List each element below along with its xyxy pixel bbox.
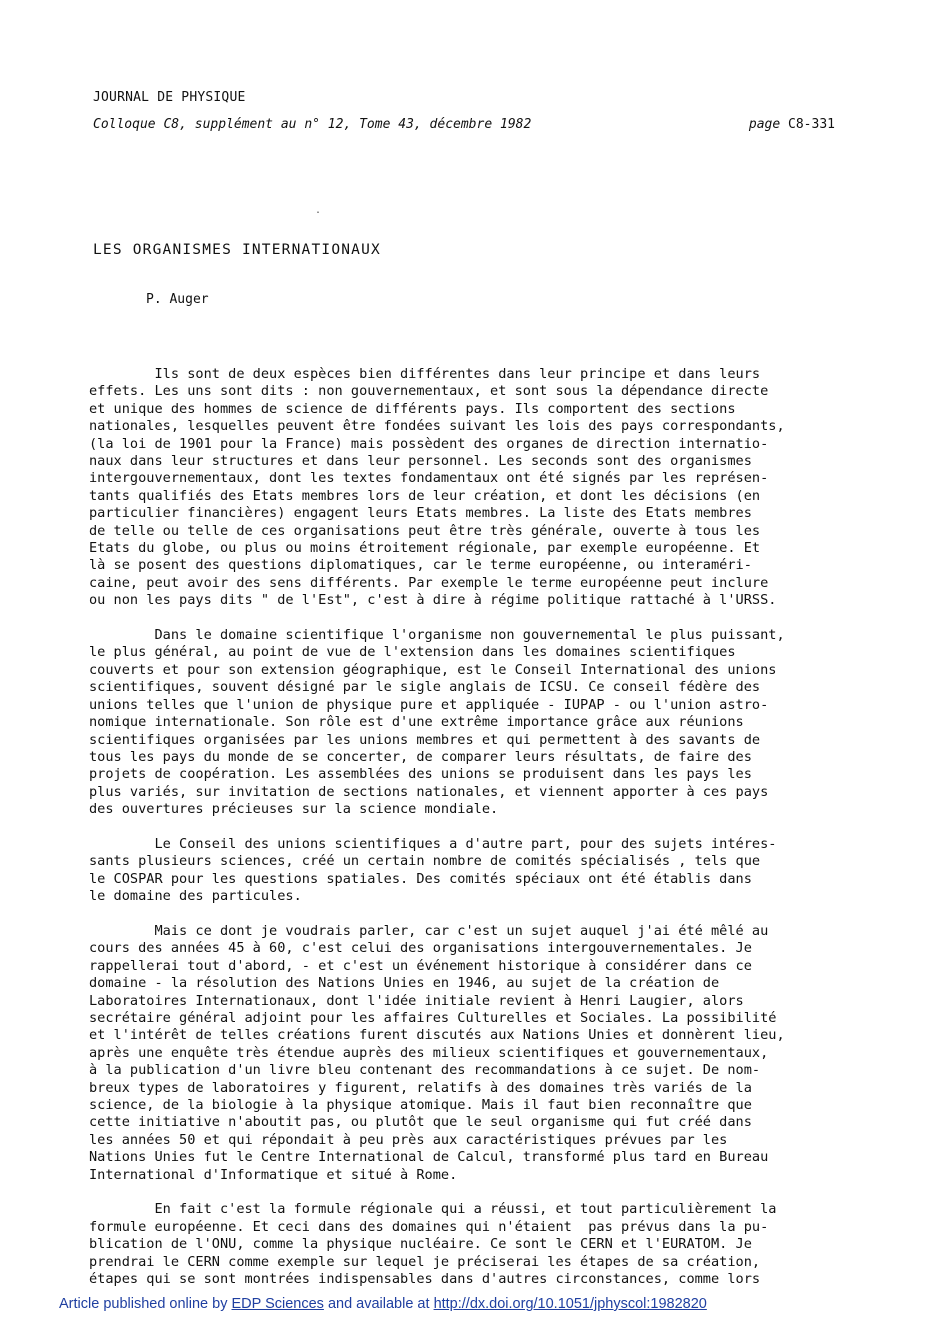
text-line: cette initiative n'aboutit pas, ou plutôt que le seul organisme qui fut créé dans: [89, 1114, 752, 1131]
text-line: Etats du globe, ou plus ou moins étroitement régionale, par exemple européenne. Et: [89, 540, 761, 557]
text-line: caine, peut avoir des sens différents. Par exemple le terme européenne peut inclure: [89, 574, 769, 591]
text-line: les années 50 et qui répondait à peu près aux caractéristiques prévues par les: [89, 1131, 728, 1148]
paragraph: [89, 366, 849, 610]
text-line: projets de coopération. Les assemblées des unions se produisent dans les pays les: [89, 766, 752, 783]
text-line: En fait c'est la formule régionale qui a réussi, et tout particulièrement la: [89, 1201, 777, 1218]
text-line: domaine - la résolution des Nations Unies en 1946, au sujet de la création de: [89, 975, 720, 992]
paragraph: [89, 836, 849, 906]
text-line: tants qualifiés des Etats membres lors de leur création, et dont les décisions (en: [89, 487, 761, 504]
text-line: intergouvernementaux, dont les textes fondamentaux ont été signés par les représen-: [89, 470, 769, 487]
paragraph: [89, 1201, 849, 1288]
text-line: formule européenne. Et ceci dans des domaines qui n'étaient pas prévus dans la pu-: [89, 1218, 769, 1235]
text-line: cours des années 45 à 60, c'est celui des organisations intergouvernementales. Je: [89, 940, 752, 957]
article-title: LES ORGANISMES INTERNATIONAUX: [93, 242, 381, 258]
text-line: secrétaire général adjoint pour les affaires Culturelles et Sociales. La possibilité: [89, 1009, 777, 1026]
publisher-link[interactable]: EDP Sciences: [231, 1296, 324, 1312]
text-line: Dans le domaine scientifique l'organisme non gouvernemental le plus puissant,: [89, 627, 785, 644]
text-line: et unique des hommes de science de différents pays. Ils comportent des sections: [89, 400, 736, 417]
text-line: nomique internationale. Son rôle est d'une extrême importance grâce aux réunions: [89, 714, 744, 731]
article-author: P. Auger: [146, 292, 209, 307]
text-line: sants plusieurs sciences, créé un certain nombre de comités spécialisés , tels que: [89, 853, 761, 870]
text-line: plus variés, sur invitation de sections nationales, et viennent apporter à ces pays: [89, 783, 769, 800]
journal-name: JOURNAL DE PHYSIQUE: [93, 90, 246, 105]
text-line: Nations Unies fut le Centre International de Calcul, transformé plus tard en Bureau: [89, 1149, 769, 1166]
colloque-reference: Colloque C8, supplément au n° 12, Tome 43, décembre 1982: [93, 117, 532, 132]
text-line: et l'intérêt de telles créations furent discutés aux Nations Unies et donnèrent lieu,: [89, 1027, 785, 1044]
text-line: breux types de laboratoires y figurent, relatifs à des domaines très variés de la: [89, 1079, 752, 1096]
page-prefix: page: [748, 117, 781, 132]
text-line: rappellerai tout d'abord, - et c'est un événement historique à considérer dans ce: [89, 957, 752, 974]
text-line: de telle ou telle de ces organisations peut être très générale, ouverte à tous les: [89, 522, 761, 539]
text-line: particulier financières) engagent leurs Etats membres. La liste des Etats membres: [89, 505, 752, 522]
text-line: tous les pays du monde de se concerter, de comparer leurs résultats, de faire des: [89, 748, 752, 765]
text-line: étapes qui se sont montrées indispensables dans d'autres circonstances, comme lors: [89, 1271, 761, 1288]
text-line: scientifiques, souvent désigné par le sigle anglais de ICSU. Ce conseil fédère des: [89, 679, 761, 696]
page-number-value: C8-331: [788, 117, 835, 132]
text-line: Ils sont de deux espèces bien différentes dans leur principe et dans leurs: [89, 366, 761, 382]
text-line: prendrai le CERN comme exemple sur lequel je préciserai les étapes de sa création,: [89, 1253, 761, 1270]
text-line: des ouvertures précieuses sur la science mondiale.: [89, 801, 499, 818]
text-line: à la publication d'un livre bleu contenant des recommandations à ce sujet. De nom-: [89, 1062, 761, 1079]
text-line: naux dans leur structures et dans leur personnel. Les seconds sont des organismes: [89, 453, 752, 470]
stray-mark: .: [315, 205, 322, 216]
doi-link[interactable]: http://dx.doi.org/10.1051/jphyscol:1982820: [433, 1296, 707, 1312]
text-line: scientifiques organisées par les unions membres et qui permettent à des savants de: [89, 731, 761, 748]
text-line: ou non les pays dits " de l'Est", c'est à dire à régime politique rattaché à l'URSS.: [89, 592, 777, 609]
paragraph: [89, 923, 849, 1184]
text-line: après une enquête très étendue auprès des milieux scientifiques et gouvernementaux,: [89, 1044, 769, 1061]
text-line: nationales, lesquelles peuvent être fondées suivant les lois des pays correspondants,: [89, 418, 785, 435]
text-line: science, de la biologie à la physique atomique. Mais il faut bien reconnaître que: [89, 1097, 752, 1114]
text-line: le COSPAR pour les questions spatiales. Des comités spéciaux ont été établis dans: [89, 870, 752, 887]
footer-text-middle: and available at: [323, 1296, 434, 1312]
text-line: le domaine des particules.: [89, 888, 302, 905]
text-line: Mais ce dont je voudrais parler, car c'est un sujet auquel j'ai été mêlé au: [89, 922, 769, 939]
text-line: Laboratoires Internationaux, dont l'idée initiale revient à Henri Laugier, alors: [89, 992, 744, 1009]
paragraph: [89, 627, 849, 818]
text-line: Le Conseil des unions scientifiques a d'autre part, pour des sujets intéres-: [89, 835, 777, 852]
page-number: [749, 117, 835, 132]
text-line: couverts et pour son extension géographique, est le Conseil International des unions: [89, 661, 777, 678]
publication-footer: [59, 1296, 707, 1312]
text-line: unions telles que l'union de physique pure et appliquée - IUPAP - ou l'union astro-: [89, 696, 769, 713]
text-line: le plus général, au point de vue de l'extension dans les domaines scientifiques: [89, 644, 736, 661]
footer-text: Article published online by: [59, 1296, 232, 1312]
text-line: effets. Les uns sont dits : non gouvernementaux, et sont sous la dépendance directe: [89, 383, 769, 400]
text-line: International d'Informatique et situé à Rome.: [89, 1166, 458, 1183]
text-line: blication de l'ONU, comme la physique nucléaire. Ce sont le CERN et l'EURATOM. Je: [89, 1236, 752, 1253]
text-line: là se posent des questions diplomatiques, car le terme européenne, ou interaméri-: [89, 557, 752, 574]
text-line: (la loi de 1901 pour la France) mais possèdent des organes de direction internatio-: [89, 435, 769, 452]
article-body: [89, 366, 849, 1306]
